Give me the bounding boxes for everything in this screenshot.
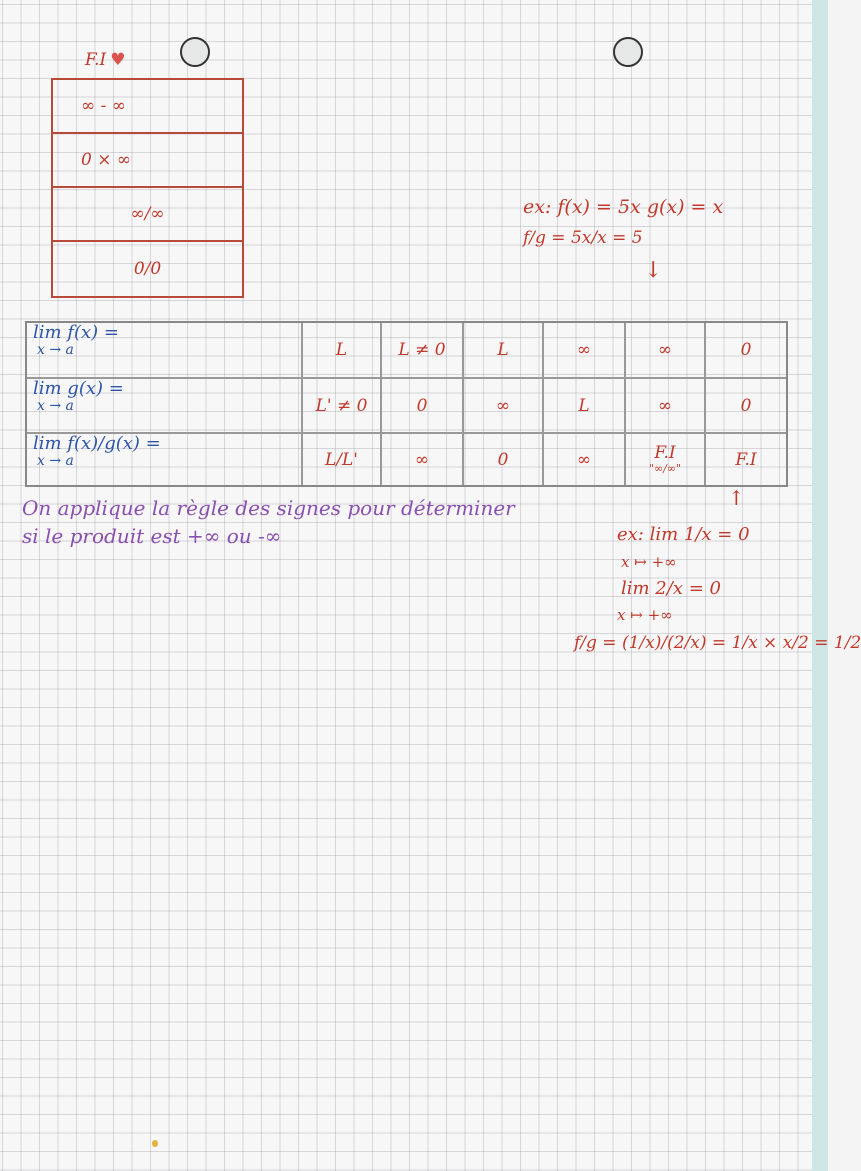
fi-note: "∞/∞" [648, 461, 682, 475]
arrow-down-icon: ↓ [644, 258, 663, 283]
table-cell: ∞ [544, 323, 626, 379]
example-bottom-line2: x ↦ +∞ [621, 553, 677, 571]
table-cell: ∞ [382, 434, 464, 485]
row-header-sub: x → a [37, 397, 74, 414]
table-cell-fi [626, 434, 706, 485]
example-top-line1: ex: f(x) = 5x g(x) = x [523, 196, 724, 218]
table-cell: L ≠ 0 [382, 323, 464, 379]
table-cell: L/L' [303, 434, 382, 485]
example-bottom-line4: x ↦ +∞ [617, 606, 673, 624]
table-cell: 0 [706, 323, 786, 379]
page-edge [812, 0, 828, 1171]
fi-row: 0/0 [133, 259, 162, 279]
rule-note-line1: On applique la règle des signes pour déterminer [22, 496, 515, 520]
example-top-line2: f/g = 5x/x = 5 [523, 228, 643, 248]
table-cell: F.I [735, 449, 757, 470]
rule-note-line2: si le produit est +∞ ou -∞ [22, 524, 282, 548]
table-cell: ∞ [626, 379, 706, 434]
fi-title-text: F.I [85, 50, 107, 70]
row-header [27, 379, 303, 434]
ink-dot [152, 1140, 158, 1147]
fi-row: ∞ - ∞ [53, 80, 242, 134]
example-bottom-line3: lim 2/x = 0 [621, 578, 721, 599]
limits-table [25, 321, 788, 487]
table-cell: ∞ [626, 323, 706, 379]
punch-hole-right [613, 37, 643, 67]
table-cell: L [303, 323, 382, 379]
example-bottom-line5: f/g = (1/x)/(2/x) = 1/x × x/2 = 1/2 [574, 633, 861, 653]
row-header-main: lim g(x) = [33, 378, 124, 399]
example-bottom-line1: ex: lim 1/x = 0 [617, 524, 750, 545]
row-header-main: lim f(x) = [33, 322, 119, 343]
table-cell: 0 [706, 379, 786, 434]
arrow-up-icon: ↑ [728, 486, 745, 510]
row-header-sub: x → a [37, 452, 74, 469]
table-cell: L' ≠ 0 [303, 379, 382, 434]
fi-label: F.I [654, 442, 676, 463]
table-cell: 0 [382, 379, 464, 434]
heart-icon: ♥ [110, 50, 126, 70]
fi-table [51, 78, 244, 298]
table-cell: L [464, 323, 544, 379]
fi-row: 0 × ∞ [53, 134, 242, 188]
punch-hole-left [180, 37, 210, 67]
row-header [27, 323, 303, 379]
table-cell: 0 [464, 434, 544, 485]
table-cell: ∞ [464, 379, 544, 434]
fi-row: ∞/∞ [53, 188, 242, 242]
row-header [27, 434, 303, 485]
table-cell: ∞ [544, 434, 626, 485]
fi-title [85, 50, 126, 70]
row-header-sub: x → a [37, 341, 74, 358]
row-header-main: lim f(x)/g(x) = [33, 433, 161, 454]
table-cell: L [544, 379, 626, 434]
